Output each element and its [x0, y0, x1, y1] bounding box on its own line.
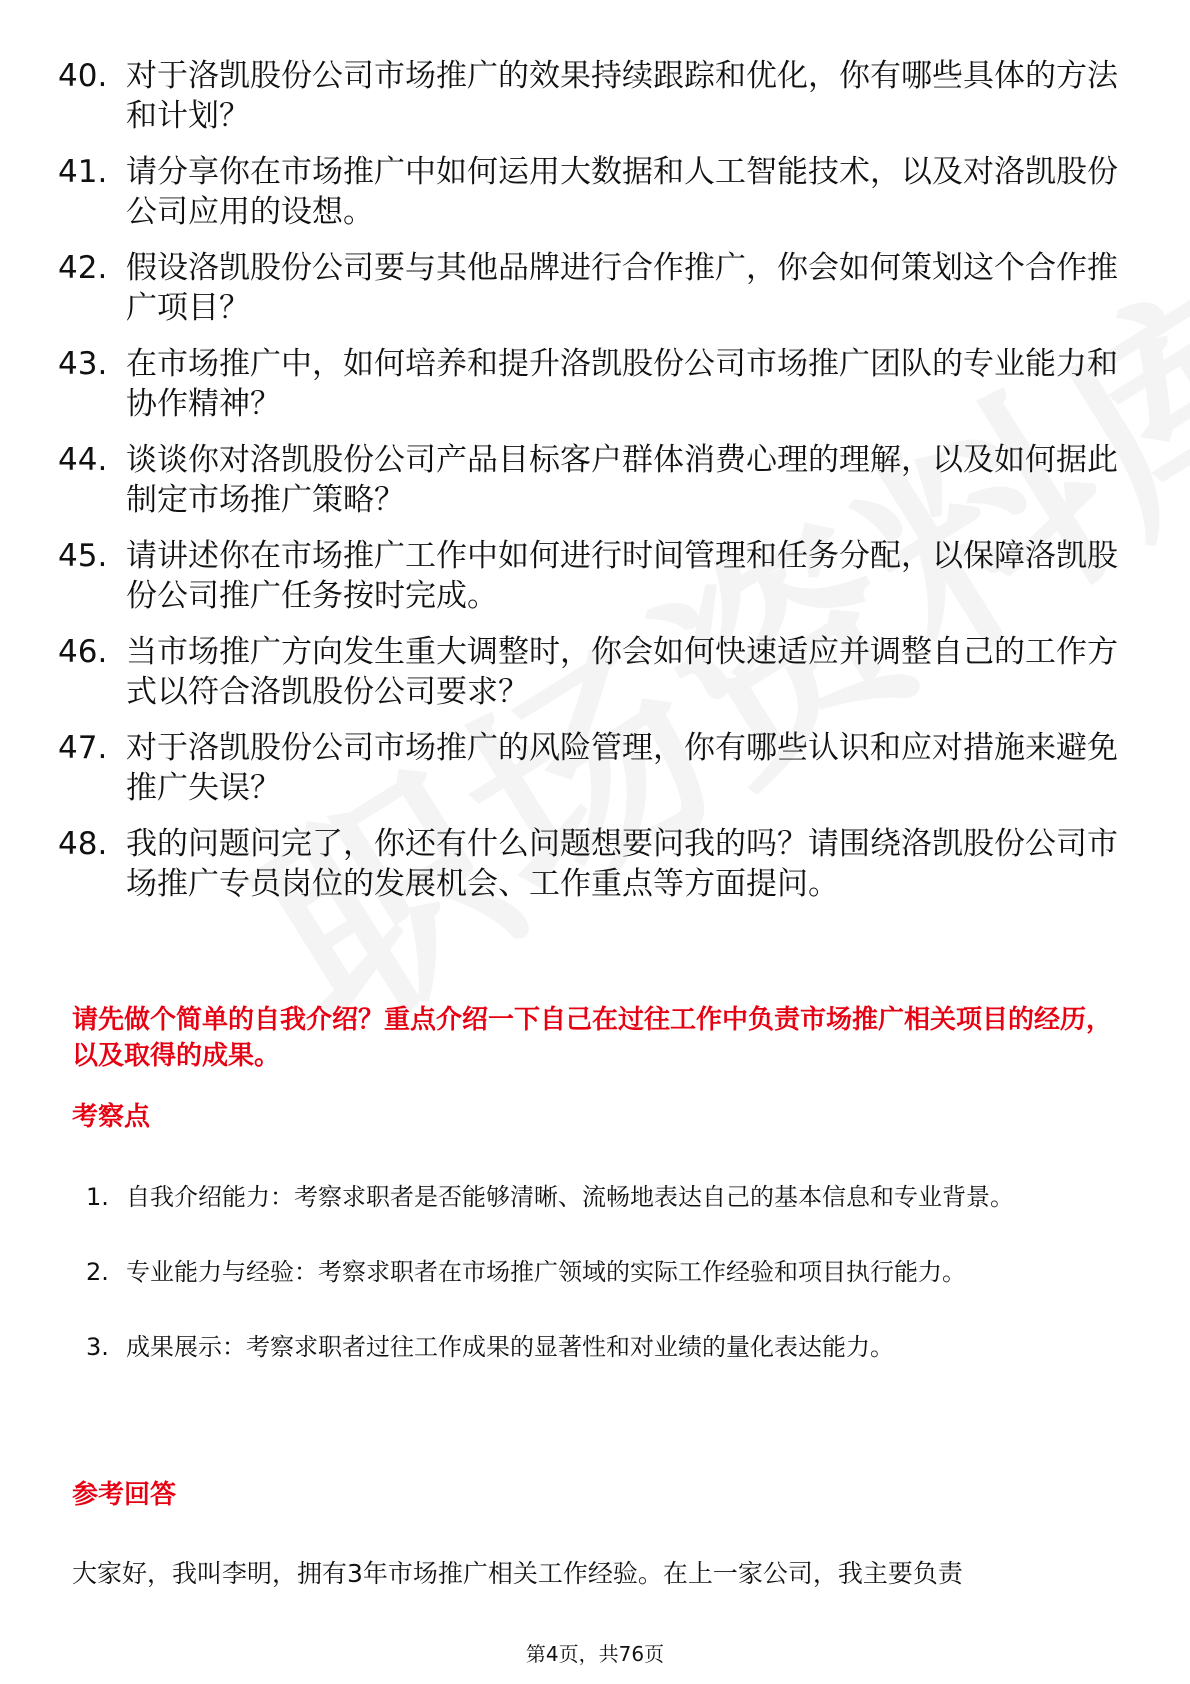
- question-item: [0, 728, 1190, 824]
- question-item: [0, 152, 1190, 248]
- question-text: 谈谈你对洛凯股份公司产品目标客户群体消费心理的理解，以及如何据此制定市场推广策略？: [126, 442, 1118, 518]
- question-text: 请讲述你在市场推广工作中如何进行时间管理和任务分配，以保障洛凯股份公司推广任务按时完成。: [126, 538, 1118, 614]
- assessment-heading: 考察点: [72, 1102, 151, 1132]
- assessment-text: 自我介绍能力：考察求职者是否能够清晰、流畅地表达自己的基本信息和专业背景。: [126, 1183, 1014, 1211]
- question-text: 请分享你在市场推广中如何运用大数据和人工智能技术，以及对洛凯股份公司应用的设想。: [126, 154, 1118, 230]
- question-text: 在市场推广中，如何培养和提升洛凯股份公司市场推广团队的专业能力和协作精神？: [126, 346, 1118, 422]
- question-text: 假设洛凯股份公司要与其他品牌进行合作推广，你会如何策划这个合作推广项目？: [126, 250, 1118, 326]
- assessment-text: 成果展示：考察求职者过往工作成果的显著性和对业绩的量化表达能力。: [126, 1333, 894, 1361]
- question-number: 44.: [58, 442, 108, 478]
- question-text: 当市场推广方向发生重大调整时，你会如何快速适应并调整自己的工作方式以符合洛凯股份公司要求？: [126, 634, 1118, 710]
- question-item: [0, 632, 1190, 728]
- page-number: 第4页，共76页: [525, 1642, 665, 1666]
- question-item: [0, 344, 1190, 440]
- featured-question: 请先做个简单的自我介绍？重点介绍一下自己在过往工作中负责市场推广相关项目的经历，以及取得的成果。: [72, 1005, 1113, 1071]
- question-item: [0, 536, 1190, 632]
- question-text: 对于洛凯股份公司市场推广的风险管理，你有哪些认识和应对措施来避免推广失误？: [126, 730, 1118, 806]
- assessment-list: [0, 1168, 1190, 1393]
- assessment-item: [0, 1243, 1190, 1301]
- assessment-item: [0, 1168, 1190, 1226]
- question-item: [0, 56, 1190, 152]
- question-item: [0, 248, 1190, 344]
- question-text: 对于洛凯股份公司市场推广的效果持续跟踪和优化，你有哪些具体的方法和计划？: [126, 58, 1118, 134]
- question-list: [0, 56, 1190, 920]
- reference-heading: 参考回答: [72, 1480, 177, 1510]
- question-number: 40.: [58, 58, 108, 94]
- question-item: [0, 824, 1190, 920]
- assessment-text: 专业能力与经验：考察求职者在市场推广领域的实际工作经验和项目执行能力。: [126, 1258, 966, 1286]
- question-item: [0, 440, 1190, 536]
- assessment-number: 2.: [86, 1258, 109, 1286]
- assessment-item: [0, 1318, 1190, 1376]
- question-number: 48.: [58, 826, 108, 862]
- question-number: 41.: [58, 154, 108, 190]
- question-number: 43.: [58, 346, 108, 382]
- question-text: 我的问题问完了，你还有什么问题想要问我的吗？请围绕洛凯股份公司市场推广专员岗位的发展机会、工作重点等方面提问。: [126, 826, 1118, 902]
- question-number: 45.: [58, 538, 108, 574]
- assessment-number: 3.: [86, 1333, 109, 1361]
- reference-answer: 大家好，我叫李明，拥有3年市场推广相关工作经验。在上一家公司，我主要负责: [72, 1559, 963, 1588]
- assessment-number: 1.: [86, 1183, 109, 1211]
- question-number: 46.: [58, 634, 108, 670]
- question-number: 42.: [58, 250, 108, 286]
- question-number: 47.: [58, 730, 108, 766]
